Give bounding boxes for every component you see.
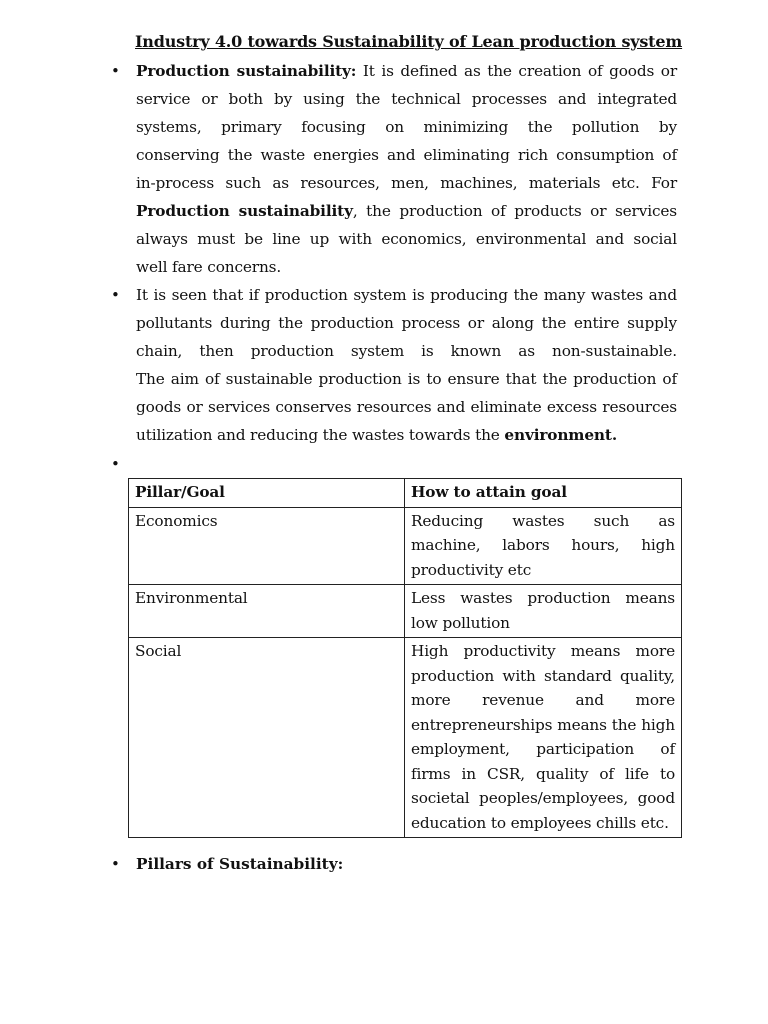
para1-line-3: systems, primary focusing on minimizing the pollution by <box>136 118 677 136</box>
para2-line-4: The aim of sustainable production is to ensure that the production of <box>136 370 677 388</box>
para2-line-2: pollutants during the production process or along the entire supply <box>136 314 677 332</box>
bullet-2-marker: • <box>111 286 120 304</box>
para1-line-8: well fare concerns. <box>136 258 282 276</box>
para2-line-5: goods or services conserves resources and eliminate excess resources <box>136 398 677 416</box>
table-row-social <box>129 638 682 838</box>
para2-line-6: utilization and reducing the wastes towards the environment. <box>136 426 617 444</box>
para2-line-1: It is seen that if production system is producing the many wastes and <box>136 286 677 304</box>
para1-line-4: conserving the waste energies and eliminating rich consumption of <box>136 146 677 164</box>
para2-line-3: chain, then production system is known as non-sustainable. <box>136 342 677 360</box>
document-title: Industry 4.0 towards Sustainability of Lean production system <box>135 32 683 51</box>
header-pillar-goal: Pillar/Goal <box>129 479 405 508</box>
bullet-1-marker: • <box>111 62 120 80</box>
para1-line-1: Production sustainability: It is defined as the creation of goods or <box>136 62 677 80</box>
table-row-economics <box>129 507 682 585</box>
goal-cell: High productivity means more production with standard quality, more revenue and more entrepreneurships means the high employment, participation of firms in CSR, quality of life to societal peoples/employees, good education to employees chills etc. <box>405 638 682 838</box>
goal-cell: Reducing wastes such as machine, labors hours, high productivity etc <box>405 507 682 585</box>
bullet-4-marker: • <box>111 855 120 873</box>
goal-cell: Less wastes production means low pollution <box>405 585 682 638</box>
production-sustainability-paragraph <box>136 57 677 281</box>
pillars-of-sustainability-heading: Pillars of Sustainability: <box>136 855 344 873</box>
environment-term: environment. <box>504 426 617 444</box>
table-row-environmental <box>129 585 682 638</box>
sustainability-goals-table <box>128 478 682 838</box>
para1-line-6: Production sustainability, the production of products or services <box>136 202 677 220</box>
non-sustainable-paragraph <box>136 281 677 449</box>
para1-line-7: always must be line up with economics, environmental and social <box>136 230 677 248</box>
table-header-row <box>129 479 682 508</box>
bullet-3-marker: • <box>111 455 120 473</box>
pillar-cell: Environmental <box>129 585 405 638</box>
para1-line-2: service or both by using the technical processes and integrated <box>136 90 677 108</box>
production-sustainability-term: Production sustainability: <box>136 62 357 80</box>
para1-line-5: in-process such as resources, men, machines, materials etc. For <box>136 174 677 192</box>
pillar-cell: Economics <box>129 507 405 585</box>
pillar-cell: Social <box>129 638 405 838</box>
header-how-to-attain: How to attain goal <box>405 479 682 508</box>
